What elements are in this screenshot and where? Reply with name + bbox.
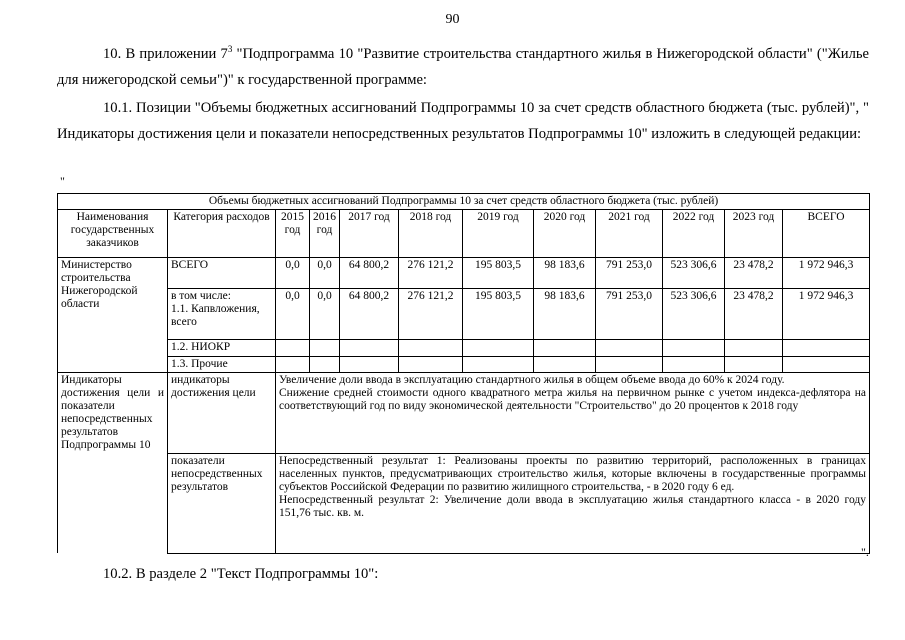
results-text [276, 453, 870, 553]
value-cell: 276 121,2 [399, 258, 463, 289]
paragraph-10 [57, 41, 869, 93]
row-rnd-category: 1.2. НИОКР [168, 340, 276, 357]
header-year-2017: 2017 год [340, 210, 399, 258]
table-row [58, 357, 870, 373]
capex-line-2: 1.1. Капвложения, всего [171, 303, 260, 328]
goal-text-1: Увеличение доли ввода в эксплуатацию стандартного жилья в общем объеме ввода до 60% к 2024 году. [279, 374, 785, 386]
indicators-label-continuation [58, 453, 168, 553]
header-customer: Наименования государственных заказчиков [58, 210, 168, 258]
value-cell: 23 478,2 [725, 258, 783, 289]
results-label: показатели непосредственных результатов [168, 453, 276, 553]
header-category: Категория расходов [168, 210, 276, 258]
table-title: Объемы бюджетных ассигнований Подпрограммы 10 за счет средств областного бюджета (тыс. рублей) [58, 194, 870, 210]
value-cell: 0,0 [276, 258, 310, 289]
header-year-2016: 2016 год [310, 210, 340, 258]
header-total: ВСЕГО [783, 210, 870, 258]
table-row [58, 340, 870, 357]
value-cell: 0,0 [310, 289, 340, 340]
opening-quote: " [60, 174, 65, 188]
value-cell: 0,0 [276, 289, 310, 340]
header-year-2021: 2021 год [596, 210, 663, 258]
value-cell: 276 121,2 [399, 289, 463, 340]
value-cell: 195 803,5 [463, 289, 534, 340]
capex-line-1: в том числе: [171, 290, 231, 302]
header-year-2015: 2015 год [276, 210, 310, 258]
row-capex-category [168, 289, 276, 340]
table-row [58, 258, 870, 289]
ministry-cell: Министерство строительства Нижегородской области [58, 258, 168, 373]
para1-superscript: 3 [227, 44, 233, 55]
page-number: 90 [445, 12, 460, 27]
header-year-2018: 2018 год [399, 210, 463, 258]
indicators-label: Индикаторы достижения цели и показатели непосредственных результатов Подпрограммы 10 [58, 373, 168, 454]
goal-indicators-text [276, 373, 870, 454]
para1-text-a: 10. В приложении 7 [103, 46, 228, 62]
closing-quote: ". [861, 545, 869, 559]
total-cell: 1 972 946,3 [783, 258, 870, 289]
paragraph-10-2: 10.2. В разделе 2 "Текст Подпрограммы 10": [103, 566, 379, 582]
value-cell: 791 253,0 [596, 258, 663, 289]
header-year-2023: 2023 год [725, 210, 783, 258]
table-row [58, 289, 870, 340]
header-year-2020: 2020 год [534, 210, 596, 258]
header-year-2019: 2019 год [463, 210, 534, 258]
goal-indicators-label: индикаторы достижения цели [168, 373, 276, 454]
header-year-2022: 2022 год [663, 210, 725, 258]
result-2: Непосредственный результат 2: Увеличение доли ввода в эксплуатацию жилья стандартного класса - в 2020 году 151,76 тыс. кв. м. [279, 493, 867, 519]
paragraph-10-1: 10.1. Позиции "Объемы бюджетных ассигнований Подпрограммы 10 за счет средств областного бюджета (тыс. рублей)", " Индикаторы достижения цели и показатели непосредственных результатов Подпрограммы 10" изложить в следующей редакции: [57, 100, 869, 142]
value-cell: 195 803,5 [463, 258, 534, 289]
value-cell: 0,0 [310, 258, 340, 289]
total-cell: 1 972 946,3 [783, 289, 870, 340]
value-cell: 64 800,2 [340, 289, 399, 340]
result-1: Непосредственный результат 1: Реализованы проекты по развитию территорий, расположенных в границах населенных пунктов, предусматривающих строительство жилья, которые включены в государственные программы субъектов Российской Федерации по развитию жилищного строительства, - в 2020 году 6 ед. [279, 454, 867, 493]
row-total-category: ВСЕГО [168, 258, 276, 289]
value-cell: 523 306,6 [663, 289, 725, 340]
value-cell: 98 183,6 [534, 289, 596, 340]
row-other-category: 1.3. Прочие [168, 357, 276, 373]
para1-text-b: "Подпрограмма 10 "Развитие строительства стандартного жилья в Нижегородской области" ("Жилье для нижегородской семьи")" к государственной программе: [57, 46, 869, 88]
value-cell: 64 800,2 [340, 258, 399, 289]
budget-table [57, 193, 870, 554]
value-cell: 791 253,0 [596, 289, 663, 340]
goal-text-2: Снижение средней стоимости одного квадратного метра жилья на первичном рынке с учетом индекса-дефлятора на соответствующий год по виду экономической деятельности "Строительство" до 20 процентов к 2018 году [279, 387, 867, 412]
value-cell: 98 183,6 [534, 258, 596, 289]
value-cell: 523 306,6 [663, 258, 725, 289]
value-cell: 23 478,2 [725, 289, 783, 340]
